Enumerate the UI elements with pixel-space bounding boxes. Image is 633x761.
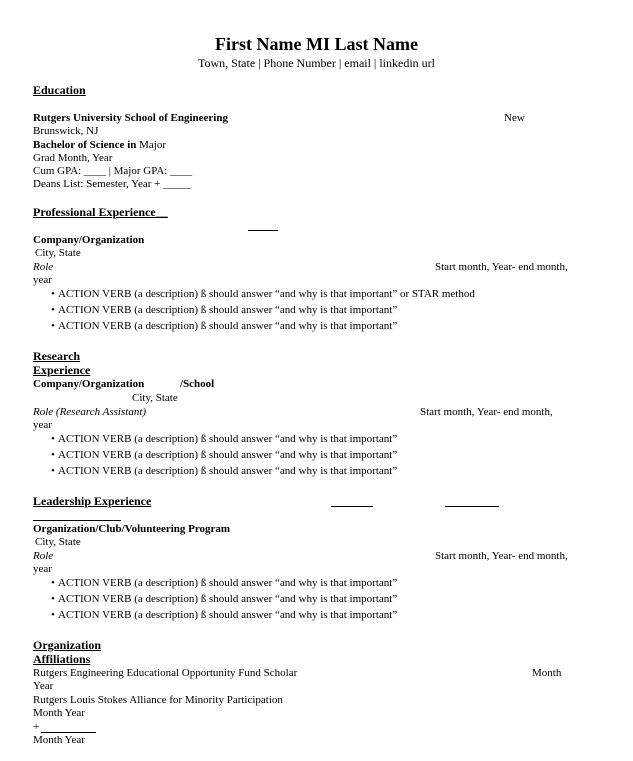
leadership-year: year	[33, 563, 52, 575]
leadership-bullet: • ACTION VERB (a description) ß should answer “and why is that important”	[58, 593, 397, 606]
professional-heading-suffix: __	[155, 205, 168, 219]
education-heading: Education	[33, 83, 86, 97]
blank-line	[445, 506, 499, 507]
leadership-bullet: • ACTION VERB (a description) ß should answer “and why is that important”	[58, 577, 397, 590]
leadership-city: City, State	[35, 536, 81, 548]
professional-city: City, State	[35, 247, 81, 259]
degree-type: Bachelor of Science in	[33, 139, 137, 151]
research-bullet: • ACTION VERB (a description) ß should answer “and why is that important”	[58, 449, 397, 462]
organization-item-year: Year	[33, 680, 54, 692]
research-bullet: • ACTION VERB (a description) ß should answer “and why is that important”	[58, 465, 397, 478]
leadership-dates: Start month, Year- end month,	[435, 550, 568, 562]
education-city-start: New	[504, 112, 525, 124]
blank-line	[331, 506, 373, 507]
leadership-role: Role	[33, 550, 54, 562]
organization-item-month: Month	[532, 667, 562, 679]
research-heading-line2: Experience	[33, 363, 91, 377]
leadership-heading: Leadership Experience	[33, 494, 152, 508]
organization-item: Rutgers Engineering Educational Opportunity Fund Scholar	[33, 667, 298, 679]
research-year: year	[33, 419, 52, 431]
education-gpa: Cum GPA: ____ | Major GPA: ____	[33, 165, 193, 177]
education-city-end: Brunswick, NJ	[33, 125, 99, 137]
research-heading-line1: Research	[33, 349, 81, 363]
degree-major: Major	[136, 139, 167, 151]
organizations-heading-line1: Organization	[33, 638, 101, 652]
leadership-bullet: • ACTION VERB (a description) ß should answer “and why is that important”	[58, 609, 397, 622]
blank-line	[41, 732, 96, 733]
organization-item-date: Month Year	[33, 734, 85, 746]
education-degree	[33, 139, 166, 152]
professional-dates: Start month, Year- end month,	[435, 261, 568, 273]
research-company: Company/Organization	[33, 378, 145, 390]
education-deans-list: Deans List: Semester, Year + _____	[33, 178, 191, 190]
professional-bullet: • ACTION VERB (a description) ß should answer “and why is that important”	[58, 304, 397, 317]
organizations-heading-line2: Affiliations	[33, 652, 91, 666]
professional-heading-text: Professional Experience	[33, 205, 156, 219]
professional-role: Role	[33, 261, 54, 273]
research-dates: Start month, Year- end month,	[420, 406, 553, 418]
professional-company: Company/Organization	[33, 234, 145, 246]
education-school: Rutgers University School of Engineering	[33, 112, 228, 124]
leadership-org: Organization/Club/Volunteering Program	[33, 523, 231, 535]
research-bullet: • ACTION VERB (a description) ß should answer “and why is that important”	[58, 433, 397, 446]
organization-item: Rutgers Louis Stokes Alliance for Minority Participation	[33, 694, 283, 706]
research-city: City, State	[132, 392, 178, 404]
professional-bullet: • ACTION VERB (a description) ß should answer “and why is that important” or STAR method	[58, 288, 475, 301]
professional-year: year	[33, 274, 52, 286]
blank-line	[248, 230, 278, 231]
organization-plus: +	[33, 721, 40, 733]
contact-line: Town, State | Phone Number | email | linkedin url	[198, 56, 435, 70]
professional-bullet: • ACTION VERB (a description) ß should answer “and why is that important”	[58, 320, 397, 333]
organization-item-date: Month Year	[33, 707, 85, 719]
professional-heading	[33, 205, 168, 220]
research-role: Role (Research Assistant)	[33, 406, 147, 418]
research-school: /School	[180, 378, 215, 390]
blank-line	[33, 520, 121, 521]
resume-name: First Name MI Last Name	[215, 34, 418, 54]
education-grad-date: Grad Month, Year	[33, 152, 113, 164]
